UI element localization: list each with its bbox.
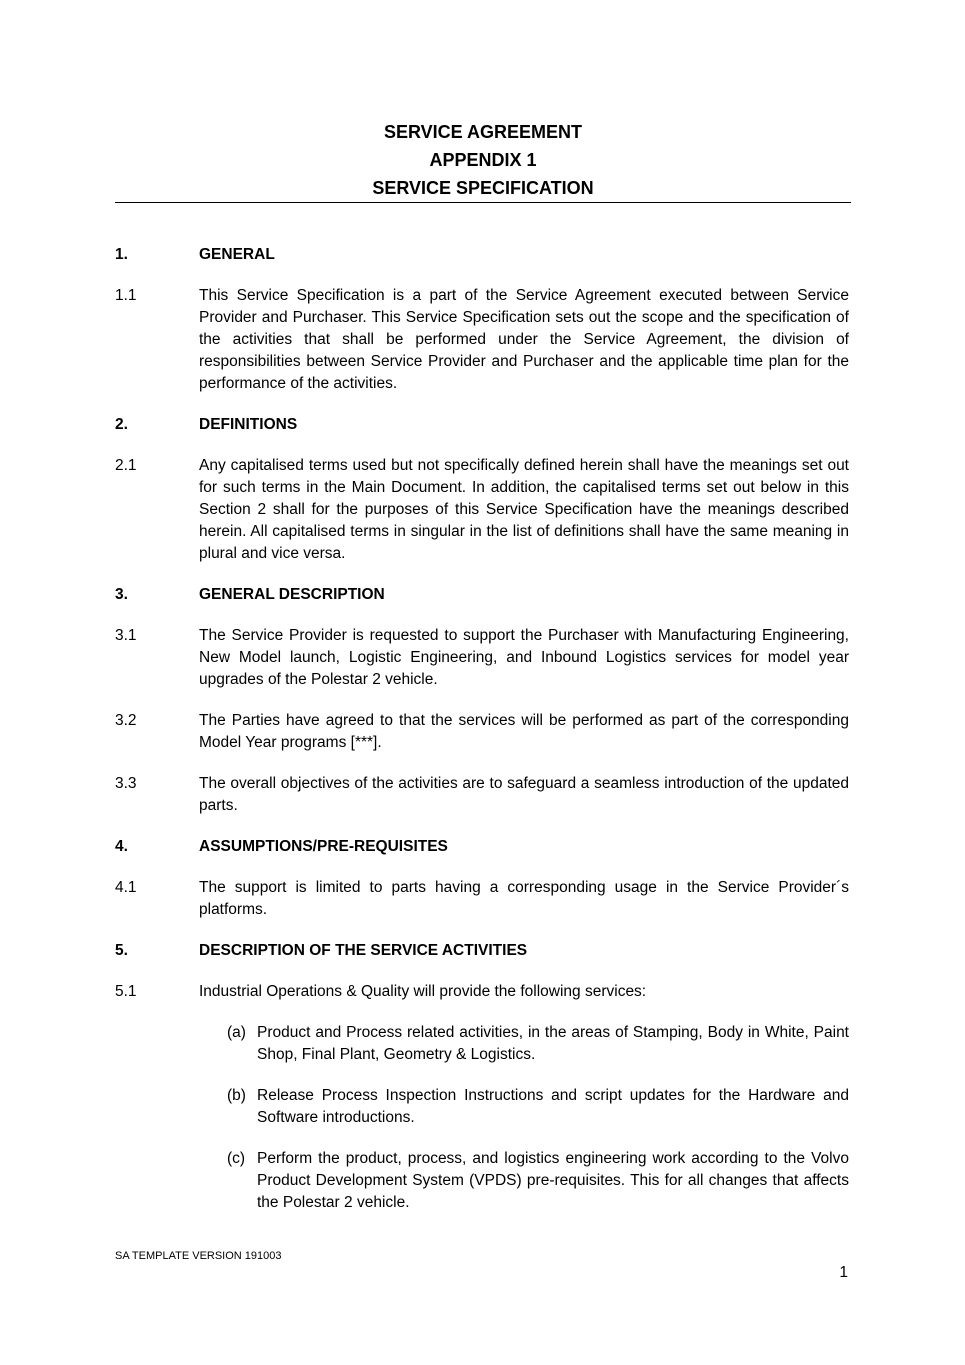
section-title: DEFINITIONS xyxy=(199,416,298,433)
section-number: 3. xyxy=(115,586,128,603)
clause-3-2 xyxy=(115,710,849,754)
clause-number: 3.2 xyxy=(115,712,137,729)
section-title: GENERAL DESCRIPTION xyxy=(199,586,385,603)
section-number: 4. xyxy=(115,838,128,855)
list-item-text: Product and Process related activities, in the areas of Stamping, Body in White, Paint Shop, Final Plant, Geometry & Logistics. xyxy=(257,1024,849,1063)
list-item-b xyxy=(227,1085,849,1129)
clause-text: Any capitalised terms used but not specifically defined herein shall have the meanings set out for such terms in the Main Document. In addition, the capitalised terms set out below in this Section 2 shall for the purposes of this Service Specification have the meanings described herein. All capitalised terms in singular in the list of definitions shall have the same meaning in plural and vice versa. xyxy=(199,457,849,562)
section-heading-service-activities xyxy=(115,940,849,962)
section-title: ASSUMPTIONS/PRE-REQUISITES xyxy=(199,838,448,855)
clause-text: The overall objectives of the activities are to safeguard a seamless introduction of the updated parts. xyxy=(199,775,849,814)
clause-text: This Service Specification is a part of the Service Agreement executed between Service Provider and Purchaser. This Service Specification sets out the scope and the specification of the activities that shall be performed under the Service Agreement, the division of responsibilities between Service Provider and Purchaser and the applicable time plan for the performance of the activities. xyxy=(199,287,849,392)
title-line-agreement: SERVICE AGREEMENT xyxy=(383,122,583,142)
section-number: 2. xyxy=(115,416,128,433)
clause-3-1 xyxy=(115,625,849,691)
section-heading-general xyxy=(115,244,849,266)
list-item-label: (b) xyxy=(227,1087,246,1104)
section-title: GENERAL xyxy=(199,246,275,263)
list-item-label: (c) xyxy=(227,1150,246,1167)
clause-number: 5.1 xyxy=(115,983,137,1000)
document-body xyxy=(115,244,849,1233)
clause-text: The Parties have agreed to that the services will be performed as part of the corresponding Model Year programs [***]. xyxy=(199,712,849,751)
section-number: 1. xyxy=(115,246,128,263)
title-divider xyxy=(115,202,851,203)
clause-2-1 xyxy=(115,455,849,565)
clause-number: 4.1 xyxy=(115,879,137,896)
title-line-appendix: APPENDIX 1 xyxy=(429,150,537,170)
section-heading-definitions xyxy=(115,414,849,436)
clause-1-1 xyxy=(115,285,849,395)
document-title xyxy=(115,118,851,202)
section-heading-assumptions xyxy=(115,836,849,858)
page-number: 1 xyxy=(839,1264,848,1281)
list-item-text: Perform the product, process, and logistics engineering work according to the Volvo Product Development System (VPDS) pre-requisites. This for all changes that affects the Polestar 2 vehicle. xyxy=(257,1150,849,1211)
clause-number: 1.1 xyxy=(115,287,137,304)
clause-text: The support is limited to parts having a corresponding usage in the Service Provider´s platforms. xyxy=(199,879,849,918)
list-item-label: (a) xyxy=(227,1024,246,1041)
template-version-footer: SA TEMPLATE VERSION 191003 xyxy=(115,1250,282,1262)
section-heading-general-description xyxy=(115,584,849,606)
clause-number: 2.1 xyxy=(115,457,137,474)
clause-5-1 xyxy=(115,981,849,1003)
section-number: 5. xyxy=(115,942,128,959)
list-item-a xyxy=(227,1022,849,1066)
clause-3-3 xyxy=(115,773,849,817)
clause-number: 3.1 xyxy=(115,627,137,644)
list-item-c xyxy=(227,1148,849,1214)
clause-4-1 xyxy=(115,877,849,921)
title-line-specification: SERVICE SPECIFICATION xyxy=(372,178,594,198)
list-item-text: Release Process Inspection Instructions and script updates for the Hardware and Software introductions. xyxy=(257,1087,849,1126)
clause-text: Industrial Operations & Quality will provide the following services: xyxy=(199,983,647,1000)
section-title: DESCRIPTION OF THE SERVICE ACTIVITIES xyxy=(199,942,528,959)
clause-text: The Service Provider is requested to support the Purchaser with Manufacturing Engineering, New Model launch, Logistic Engineering, and Inbound Logistics services for model year upgrades of the Polestar 2 vehicle. xyxy=(199,627,849,688)
clause-number: 3.3 xyxy=(115,775,137,792)
